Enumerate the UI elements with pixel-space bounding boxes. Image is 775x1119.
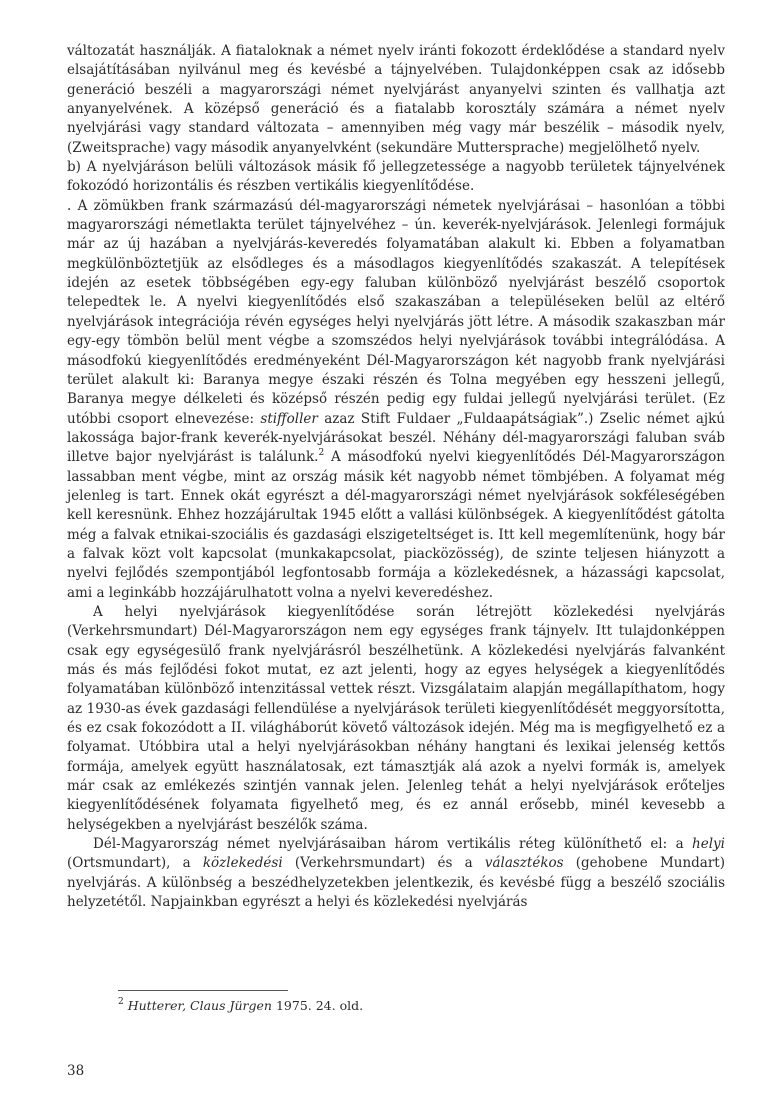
- body-text: [67, 42, 725, 912]
- paragraph-2: b) A nyelvjáráson belüli változások másik fő jellegzetessége a nagyobb területek tájnyelvének fokozódó horizontális és részben vertikális kiegyenlítődése.: [67, 159, 725, 195]
- footnote: [118, 997, 618, 1015]
- footnote-number: 2: [118, 996, 124, 1007]
- paragraph-3-part-3: A másodfokú nyelvi kiegyenlítődés Dél-Magyarországon lassabban ment végbe, mint az ország másik két nagyobb német tömbjében. A folyamat még jelenleg is tart. Ennek okát egyrészt a dél-magyarországi német nyelvjárások sokféleségében kell keresnünk. Ehhez hozzájárultak 1945 előtt a vallási különbségek. A kiegyenlítődést gátolta még a falvak etnikai-szociális és gazdasági elszigeteltséget is. Itt kell megemlítenünk, hogy bár a falvak közt volt kapcsolat (munkakapcsolat, piacközösség), de szinte teljesen hiányzott a nyelvi fejlődés szempontjából legfontosabb formája a közlekedésnek, a házassági kapcsolat, ami a leginkább hozzájárulhatott volna a nyelvi keveredéshez.: [67, 449, 725, 601]
- paragraph-5-italic-kozlekedesi: közlekedési: [202, 855, 283, 872]
- paragraph-3-part-1: A zömükben frank származású dél-magyarországi németek nyelvjárásai – hasonlóan a többi magyarországi németlakta terület tájnyelvéhez – ún. keverék-nyelvjárások. Jelenlegi formájuk már az új hazában a nyelvjárás-keveredés folyamatában alakult ki. Ebben a folyamatban megkülönböztetjük az elsődleges és a másodlagos kiegyenlítődés szakaszát. A telepítések idején az esetek többségében egy-egy faluban különböző nyelvjárást beszélő csoportok telepedtek le. A nyelvi kiegyenlítődés első szakaszában a településeken belül az eltérő nyelvjárások integrációja révén egységes helyi nyelvjárás jött létre. A második szakaszban már egy-egy tömbön belül ment végbe a szomszédos helyi nyelvjárások további integrálódása. A másodfokú kiegyenlítődés eredményeként Dél-Magyarországon két nagyobb frank nyelvjárási terület alakult ki: Baranya megye északi részén és Tolna megyében egy hesszeni jellegű, Baranya megye délkeleti és középső részén pedig egy fuldai jellegű nyelvjárási terület. (Ez utóbbi csoport elnevezése:: [67, 197, 725, 427]
- footnote-citation: 1975. 24. old.: [271, 998, 364, 1013]
- paragraph-5-italic-helyi: helyi: [692, 836, 725, 853]
- paragraph-5-part-4: (gehobene Mundart) nyelvjárás. A különbség a beszédhelyzetekben jelentkezik, és kevésbé függ a beszélő szociális helyzetétől. Napjainkban egyrészt a helyi és közlekedési nyelvjárás: [67, 855, 726, 911]
- paragraph-3-italic-term: stiffoller: [260, 410, 318, 427]
- paragraph-1: változatát használják. A fiataloknak a német nyelv iránti fokozott érdeklődése a standard nyelv elsajátításában nyilvánul meg és kevésbé a tájnyelvében. Tulajdonképpen csak az idősebb generáció beszéli a magyarországi német nyelvjárást anyanyelvi szinten és vallhatja azt anyanyelvének. A középső generáció és a fiatalabb korosztály számára a német nyelv nyelvjárási vagy standard változata – amennyiben még vagy már beszélik – második nyelv, (Zweitsprache) vagy második anyanyelvként (sekundäre Muttersprache) megjelölhető nyelv.: [67, 43, 725, 156]
- paragraph-5-part-3: (Verkehrsmundart) és a: [282, 855, 485, 872]
- footnote-reference: 2: [318, 447, 325, 458]
- page-number: 38: [67, 1063, 85, 1079]
- paragraph-3: [67, 197, 725, 603]
- paragraph-5-part-2: (Ortsmundart), a: [67, 855, 203, 872]
- paragraph-3-part-2: azaz Stift Fuldaer „Fuldaapátságiak”.) Zselic német ajkú lakossága bajor-frank keverék-nyelvjárásokat beszél. Néhány dél-magyarországi faluban sváb illetve bajor nyelvjárást is találunk.: [67, 410, 725, 466]
- footnote-author: Hutterer, Claus Jürgen: [127, 998, 272, 1013]
- paragraph-4: A helyi nyelvjárások kiegyenlítődése során létrejött közlekedési nyelvjárás (Verkehrsmundart) Dél-Magyarországon nem egy egységes frank tájnyelv. Itt tulajdonképpen csak egy egységesülő frank nyelvjárásról beszélhetünk. A közlekedési nyelvjárás falvanként más és más fejlődési fokot mutat, ez azt jelenti, hogy az egyes helységek a kiegyenlítődés folyamatában különböző intenzitással vettek részt. Vizsgálataim alapján megállapíthatom, hogy az 1930-as évek gazdasági fellendülése a nyelvjárások területi kiegyenlítődését meggyorsította, és ez csak fokozódott a II. világháborút követő változások idején. Még ma is megfigyelhető ez a folyamat. Utóbbira utal a helyi nyelvjárásokban néhány hangtani és lexikai jelenség kettős formája, amelyek együtt használatosak, ezt támasztják alá azok a nyelvi formák is, amelyek már csak az emlékezés szintjén vannak jelen. Jelenleg tehát a helyi nyelvjárások erőteljes kiegyenlítődésének folyamata figyelhető meg, és ez annál erősebb, minél kevesebb a helységekben a nyelvjárást beszélők száma.: [67, 603, 725, 833]
- paragraph-5: [67, 835, 725, 912]
- footnote-divider: [118, 990, 288, 991]
- paragraph-5-italic-valasztekos: választékos: [484, 855, 564, 872]
- paragraph-3-lead: .: [67, 197, 78, 214]
- paragraph-5-part-1: Dél-Magyarország német nyelvjárásaiban három vertikális réteg különíthető el: a: [93, 836, 693, 853]
